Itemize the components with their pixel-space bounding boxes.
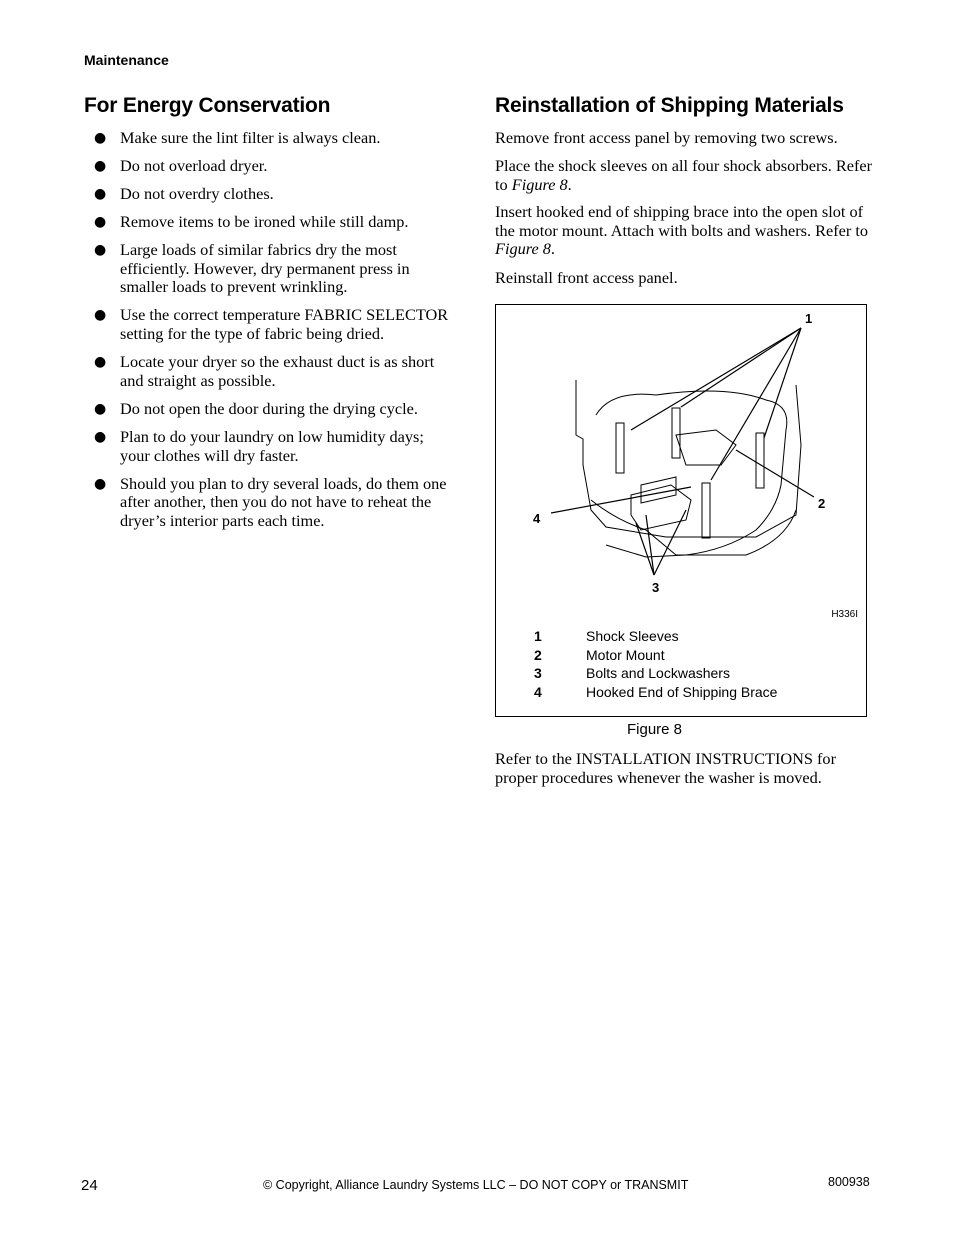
list-item-text: Do not overdry clothes. [120,184,274,203]
bullet-icon: ● [94,242,107,258]
paragraph-text: Insert hooked end of shipping brace into the open slot of the motor mount. Attach with bolts and washers. Refer to [495,202,869,240]
paragraph-hooked-end [495,203,875,259]
list-item-text: Should you plan to dry several loads, do them one after another, then you do not have to reheat the dryer’s interior parts each time. [120,473,447,530]
shock-absorber [756,433,764,488]
list-item-text: Use the correct temperature FABRIC SELECTOR setting for the type of fabric being dried. [120,305,449,344]
figure-8 [495,304,867,717]
paragraph-shock-sleeves [495,157,875,194]
figure-legend [534,627,777,702]
figure-code: H336I [831,609,858,620]
list-item-text: Remove items to be ironed while still damp. [120,212,409,231]
bullet-icon: ● [94,186,107,202]
figure-reference: Figure 8 [511,174,568,194]
list-item-text: Large loads of similar fabrics dry the most efficiently. However, dry permanent press in smaller loads to prevent wrinkling. [120,240,410,297]
period: . [550,239,555,259]
paragraph-reinstall-panel: Reinstall front access panel. [495,268,678,287]
list-item-text: Locate your dryer so the exhaust duct is as short and straight as possible. [120,352,435,390]
list-item [94,475,456,531]
paragraph-installation-instructions: Refer to the INSTALLATION INSTRUCTIONS for proper procedures whenever the washer is moved. [495,749,836,787]
shock-absorber [702,483,710,538]
tub-outline [596,391,787,557]
legend-number: 4 [534,684,542,701]
paragraph-text: Place the shock sleeves on all four shock absorbers. Refer to [495,156,873,194]
legend-label: Motor Mount [586,646,665,663]
energy-heading: For Energy Conservation [84,94,331,117]
list-item [94,428,456,465]
bullet-icon: ● [94,130,107,146]
legend-number: 1 [534,628,542,644]
bullet-icon: ● [94,307,107,324]
list-item [94,306,456,343]
document-number: 800938 [828,1175,870,1189]
shock-absorber [616,423,624,473]
shock-absorber [672,408,680,458]
section-label: Maintenance [84,52,169,68]
brace-plate [641,477,676,503]
legend-number: 2 [534,646,542,663]
callout-2: 2 [818,496,826,511]
period: . [567,174,572,194]
list-item-text: Do not open the door during the drying cycle. [120,398,418,418]
legend-row [534,683,777,702]
list-item-text: Plan to do your laundry on low humidity days; your clothes will dry faster. [120,426,424,465]
bullet-icon: ● [94,214,107,230]
legend-label: Bolts and Lockwashers [586,665,730,682]
list-item [94,213,456,232]
legend-number: 3 [534,665,542,682]
bullet-icon: ● [94,400,107,417]
legend-row [534,664,777,683]
list-item [94,353,456,390]
page-number: 24 [81,1177,98,1194]
list-item-text: Do not overload dryer. [120,156,268,175]
bullet-icon: ● [94,428,107,445]
shock-absorber-diagram [496,305,866,605]
bullet-icon: ● [94,354,107,371]
legend-row [534,627,777,646]
bullet-icon: ● [94,475,107,492]
legend-label: Hooked End of Shipping Brace [586,684,778,701]
bullet-icon: ● [94,158,107,174]
shipping-brace [631,485,691,530]
callout-1: 1 [805,311,813,326]
motor-mount [676,430,736,465]
list-item [94,129,456,148]
legend-row [534,646,777,665]
callout-3: 3 [652,580,660,595]
list-item [94,241,456,297]
base-plate [591,500,796,555]
callout-4: 4 [533,511,541,526]
list-item [94,157,456,176]
figure-caption: Figure 8 [627,721,683,738]
list-item [94,400,456,419]
figure-reference: Figure 8 [495,239,551,259]
paragraph-remove-panel: Remove front access panel by removing two screws. [495,128,838,147]
legend-label: Shock Sleeves [586,628,679,644]
list-item [94,185,456,204]
list-item-text: Make sure the lint filter is always clean. [120,128,381,147]
copyright-notice: © Copyright, Alliance Laundry Systems LLC – DO NOT COPY or TRANSMIT [263,1178,689,1192]
shipping-heading: Reinstallation of Shipping Materials [495,94,844,117]
energy-list [94,129,456,540]
